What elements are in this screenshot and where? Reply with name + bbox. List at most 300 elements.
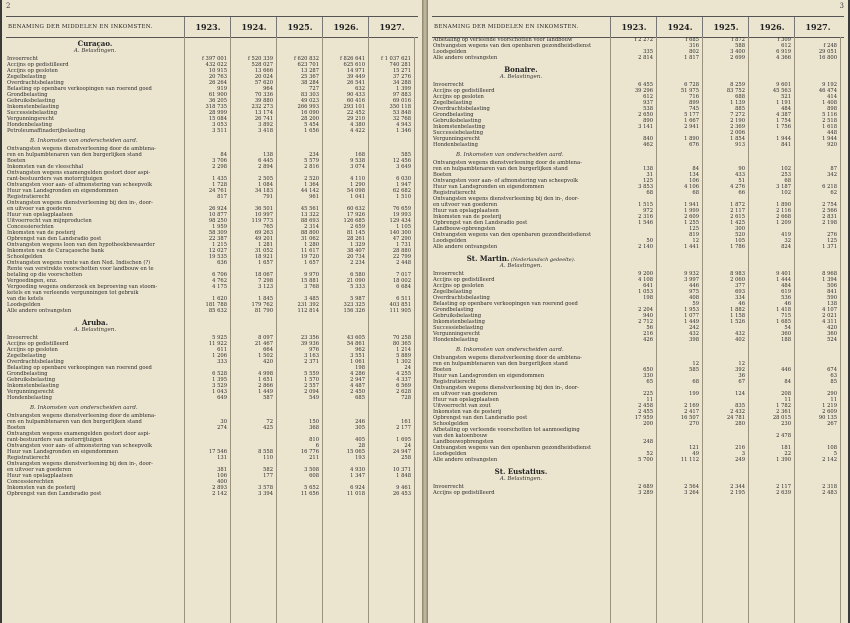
row-value: 111 905 [389, 308, 411, 314]
row-value: 715 [781, 313, 791, 319]
row-value: 54 098 [346, 188, 365, 194]
row-label: Uitvoerrecht van zout [433, 403, 491, 409]
row-value: 4 762 [212, 278, 227, 284]
row-label: Registratierecht [7, 455, 50, 461]
row-label: Ontvangsten wegens dienstverleening door de ambtena- [433, 355, 582, 361]
row-value: 835 [735, 403, 745, 409]
year-header: 1927. [368, 17, 415, 37]
row-value: 2 117 [776, 484, 791, 490]
row-value: 69 016 [392, 98, 411, 104]
row-value: 2 006 [730, 130, 745, 136]
row-value: 611 [217, 347, 227, 353]
row-value: 2 417 [684, 409, 699, 415]
row-value: 2 518 [822, 118, 837, 124]
row-value: 70 258 [392, 335, 411, 341]
row-value: 3 706 [212, 158, 227, 164]
row-value: 1 570 [304, 377, 319, 383]
row-value: 22 799 [392, 254, 411, 260]
row-label: Rente van verstrekte voorschotten voor landbouw en te [7, 266, 154, 272]
row-value: 8 097 [258, 335, 273, 341]
row-label: Alle andere ontvangsten [7, 308, 72, 314]
row-label: Alle andere ontvangsten [433, 55, 498, 61]
row-value: 6 569 [396, 383, 411, 389]
row-value: 15 881 [300, 278, 319, 284]
row-label: Ontvangsten wegens examengelden gestort door aspi- [7, 170, 151, 176]
row-value: 4 255 [396, 371, 411, 377]
row-value: 25 367 [300, 74, 319, 80]
row-value: 2 505 [258, 176, 273, 182]
row-value: 536 [781, 295, 791, 301]
row-label: Accijns op gesloten [433, 283, 484, 289]
year-header: 1927. [794, 17, 841, 37]
row-value: 2 609 [822, 409, 837, 415]
row-value: 12 [692, 361, 699, 367]
row-value: 2 866 [258, 383, 273, 389]
row-value: 14 971 [346, 68, 365, 74]
row-value: 76 659 [392, 206, 411, 212]
row-value: 102 [781, 190, 791, 196]
row-value: 1 281 [258, 242, 273, 248]
row-label: Ontvangsten wegens dienstverleening bij den in-, door- [7, 461, 153, 467]
row-value: 420 [827, 325, 837, 331]
row-value: 2 699 [730, 55, 745, 61]
row-value: 688 [735, 94, 745, 100]
row-label: Ontvangsten wegens dienstverleening door de ambtena- [7, 413, 156, 419]
table-row [432, 55, 844, 61]
row-value: 31 [646, 172, 653, 178]
row-value: 1 408 [822, 100, 837, 106]
row-value: 2 021 [822, 313, 837, 319]
row-value: 2 650 [638, 112, 653, 118]
row-value: 1 206 [212, 353, 227, 359]
row-value: 3 485 [304, 296, 319, 302]
row-value: 36 501 [254, 206, 273, 212]
row-value: 1 854 [730, 136, 745, 142]
row-value: 448 [827, 130, 837, 136]
row-label: Inkomstenbelasting [433, 124, 485, 130]
row-value: 2 814 [638, 55, 653, 61]
row-label: Schoolgelden [7, 254, 43, 260]
row-value: 57 620 [254, 80, 273, 86]
row-label: Afbetaling op verleende voorschotten tot aanmoediging [433, 427, 580, 433]
row-value: 3 578 [258, 485, 273, 491]
row-label: Huur van opslagplaatsen [433, 397, 499, 403]
row-value: 3 551 [350, 353, 365, 359]
row-value: 83 303 [300, 92, 319, 98]
row-label: Inkomsten van de vleeschhal [7, 164, 84, 170]
row-value: 1 947 [396, 182, 411, 188]
row-value: 964 [263, 86, 273, 92]
row-value: 898 [827, 106, 837, 112]
row-value: 972 [643, 208, 653, 214]
row-value: 81 790 [254, 308, 273, 314]
row-value: 24 781 [726, 415, 745, 421]
row-label: Inkomsten van de posterij [433, 409, 502, 415]
row-value: 8 983 [730, 271, 745, 277]
row-value: 85 632 [208, 308, 227, 314]
subsection-title: B. Inkomsten van onderscheiden aard. [456, 347, 564, 353]
row-label: Huur van opslagplaatsen [433, 208, 499, 214]
row-value: 1 041 [350, 194, 365, 200]
row-value: 590 [827, 295, 837, 301]
row-value: 246 [355, 419, 365, 425]
row-label: Hondenbelasting [433, 337, 478, 343]
row-value: 3 511 [212, 128, 227, 134]
row-value: 1 390 [776, 457, 791, 463]
row-value: 293 101 [343, 104, 365, 110]
row-value: 588 [735, 43, 745, 49]
row-value: 280 [735, 421, 745, 427]
row-value: 2 893 [212, 485, 227, 491]
row-value: 3 187 [776, 184, 791, 190]
table-row [432, 142, 844, 148]
row-value: 625 610 [343, 62, 365, 68]
table-body [432, 37, 844, 623]
row-value: 1 043 [212, 389, 227, 395]
row-value: 2 816 [304, 164, 319, 170]
row-value: 66 [738, 190, 745, 196]
row-label: Successiebelasting [7, 110, 58, 116]
row-value: 2 117 [730, 208, 745, 214]
row-value: 585 [689, 367, 699, 373]
row-value: 24 947 [392, 449, 411, 455]
row-value: 38 407 [346, 248, 365, 254]
row-value: 124 [735, 391, 745, 397]
row-label: Huur van opslagplaatsen [7, 473, 73, 479]
table-row [6, 395, 418, 401]
row-value: f 872 [731, 37, 745, 43]
row-value: 6 511 [396, 296, 411, 302]
row-value: 112 814 [297, 308, 319, 314]
row-value: 1 158 [730, 313, 745, 319]
row-value: 817 [217, 194, 227, 200]
row-value: 2 369 [730, 124, 745, 130]
row-value: 636 [217, 260, 227, 266]
row-value: 54 861 [346, 341, 365, 347]
row-label: Loodsgelden [433, 49, 467, 55]
row-value: 1 346 [396, 128, 411, 134]
row-label: Grondbelasting [433, 112, 474, 118]
row-value: 727 [309, 86, 319, 92]
row-value: 961 [309, 194, 319, 200]
row-value: 432 [689, 331, 699, 337]
row-value: 402 [735, 337, 745, 343]
row-value: 90 433 [346, 92, 365, 98]
row-value: 1 953 [684, 307, 699, 313]
row-value: 249 [735, 457, 745, 463]
row-value: 54 [784, 325, 791, 331]
row-value: 608 [309, 473, 319, 479]
row-value: 1 618 [822, 124, 837, 130]
row-value: 1 656 [304, 128, 319, 134]
row-value: 68 [646, 190, 653, 196]
row-value: 31 052 [254, 248, 273, 254]
row-value: 28 261 [346, 236, 365, 242]
table-row [432, 490, 844, 496]
row-label: Ontvangsten wegens dienstverleening bij den in-, door- [433, 385, 579, 391]
row-label: Accijns op gesloten [433, 94, 484, 100]
row-value: 419 [781, 232, 791, 238]
row-value: 270 [689, 421, 699, 427]
row-value: 3 [741, 451, 745, 457]
row-value: 51 [738, 178, 745, 184]
row-value: 13 287 [300, 68, 319, 74]
row-value: 4 286 [350, 371, 365, 377]
row-value: 52 [646, 451, 653, 457]
row-value: 1 425 [730, 220, 745, 226]
row-label: Overdrachtsbelasting [7, 80, 64, 86]
row-value: 5 177 [684, 112, 699, 118]
row-label: Hondenbelasting [7, 395, 52, 401]
row-value: 105 [735, 238, 745, 244]
row-value: 2 615 [730, 214, 745, 220]
row-value: 5 454 [304, 122, 319, 128]
row-value: 765 [263, 224, 273, 230]
row-label: Opbrengst van den Landsradio post [7, 491, 102, 497]
row-value: 138 [263, 152, 273, 158]
row-value: 6 924 [350, 485, 365, 491]
row-value: 188 [781, 337, 791, 343]
year-header: 1926. [322, 17, 369, 37]
row-value: 1 817 [684, 55, 699, 61]
row-value: 125 [827, 238, 837, 244]
row-value: 28 999 [208, 110, 227, 116]
row-value: 2 754 [822, 202, 837, 208]
row-value: 1 435 [212, 176, 227, 182]
row-value: 37 276 [392, 74, 411, 80]
row-value: 22 387 [208, 236, 227, 242]
row-value: 21 090 [346, 278, 365, 284]
row-value: 1 449 [258, 389, 273, 395]
row-value: 676 [689, 142, 699, 148]
row-label: Zegelbelasting [433, 100, 472, 106]
row-label: Zegelbelasting [7, 353, 46, 359]
row-value: 83 752 [726, 88, 745, 94]
row-value: 138 [827, 301, 837, 307]
row-value: 28 880 [392, 248, 411, 254]
row-value: 6 706 [212, 272, 227, 278]
row-label: Boeten [7, 425, 26, 431]
row-value: 2 564 [684, 484, 699, 490]
row-label: Gebruiksbelasting [7, 98, 56, 104]
row-value: 199 [689, 391, 699, 397]
row-label: en uitvoer van goederen [7, 206, 72, 212]
row-label: Boeten [433, 367, 452, 373]
year-header: 1926. [748, 17, 795, 37]
row-value: 28 [358, 443, 365, 449]
row-value: 56 [646, 325, 653, 331]
row-value: 414 [827, 94, 837, 100]
row-value: 2 198 [822, 220, 837, 226]
row-value: 90 135 [818, 415, 837, 421]
row-value: 3 074 [350, 164, 365, 170]
row-value: 12 027 [208, 248, 227, 254]
row-value: 4 276 [730, 184, 745, 190]
row-value: 334 [735, 295, 745, 301]
row-value: 85 [830, 379, 837, 385]
row-value: 49 023 [300, 98, 319, 104]
row-value: 2 483 [822, 490, 837, 496]
row-value: 623 701 [297, 62, 319, 68]
row-value: 10 371 [392, 467, 411, 473]
row-value: 46 474 [818, 88, 837, 94]
row-value: 2 060 [730, 277, 745, 283]
row-value: 11 922 [208, 341, 227, 347]
row-value: 432 022 [205, 62, 227, 68]
row-value: 446 [781, 367, 791, 373]
row-value: 5 116 [822, 112, 837, 118]
row-value: 2 116 [776, 208, 791, 214]
row-value: 685 [355, 395, 365, 401]
row-value: 4 107 [822, 307, 837, 313]
row-label: Inkomstenbelasting [7, 104, 59, 110]
page-number: 3 [839, 2, 844, 10]
row-value: 810 [309, 437, 319, 443]
row-value: 1 657 [258, 260, 273, 266]
row-value: 50 [646, 238, 653, 244]
row-value: 538 [643, 106, 653, 112]
row-value: 36 [738, 373, 745, 379]
row-value: 1 209 [776, 220, 791, 226]
row-label: Accijns op gedistilleerd [433, 88, 495, 94]
row-value: 62 [830, 190, 837, 196]
row-value: f 397 001 [201, 56, 227, 62]
row-value: 290 [827, 391, 837, 397]
row-label: Afbetaling op verleende voorschotten voor landbouw [433, 37, 573, 43]
row-label: Belasting op openbare verkoopingen van roerend goed [7, 365, 152, 371]
row-label: rant-bestuurders van motorrijtuigen [7, 176, 103, 182]
row-value: 19 720 [300, 254, 319, 260]
row-value: 22 [784, 451, 791, 457]
row-value: 119 773 [251, 218, 273, 224]
row-value: 612 [643, 94, 653, 100]
row-value: 392 [735, 367, 745, 373]
row-value: 21 467 [254, 341, 273, 347]
row-value: 4 106 [684, 184, 699, 190]
row-label: rant-bestuurders van motorrijtuigen [7, 437, 103, 443]
row-label: en uitvoer van goederen [433, 391, 498, 397]
row-label: Ontvangsten wegens examengelden gestort door aspi- [7, 431, 151, 437]
row-value: 29 210 [346, 116, 365, 122]
row-label: Schoolgelden [433, 421, 469, 427]
row-label: Alle andere ontvangsten [433, 457, 498, 463]
row-value: 234 [309, 152, 319, 158]
row-value: 276 [827, 232, 837, 238]
row-value: 45 561 [300, 206, 319, 212]
header-label: BENAMING DER MIDDELEN EN INKOMSTEN. [434, 24, 579, 30]
row-value: 2 140 [638, 244, 653, 250]
row-value: 1 371 [822, 244, 837, 250]
row-value: 3 418 [258, 128, 273, 134]
row-value: 2 458 [638, 403, 653, 409]
row-label: Zegelbelasting [433, 289, 472, 295]
row-label: Registratierecht [7, 194, 50, 200]
row-value: 740 281 [389, 62, 411, 68]
row-value: 1 526 [730, 319, 745, 325]
row-value: 824 [781, 244, 791, 250]
row-value: 131 [217, 455, 227, 461]
subsection-title: A. Belastingen. [73, 48, 117, 54]
row-label: Invoerrecht [433, 82, 464, 88]
row-value: 61 900 [208, 92, 227, 98]
row-value: 3 289 [638, 490, 653, 496]
row-value: 1 685 [776, 319, 791, 325]
row-value: 2 566 [822, 208, 837, 214]
row-value: 5 559 [304, 371, 319, 377]
row-value: 1 290 [350, 182, 365, 188]
row-value: 975 [689, 289, 699, 295]
row-value: 2 142 [822, 457, 837, 463]
row-value: 9 538 [350, 158, 365, 164]
row-value: 333 [217, 359, 227, 365]
row-label: Gebruiksbelasting [433, 313, 482, 319]
row-value: 3 853 [638, 184, 653, 190]
row-value: 1 449 [684, 319, 699, 325]
row-value: 8 259 [730, 82, 745, 88]
row-value: 11 018 [346, 491, 365, 497]
row-value: 5 987 [350, 296, 365, 302]
row-value: 524 [827, 337, 837, 343]
row-value: 5 333 [350, 284, 365, 290]
row-value: 377 [735, 283, 745, 289]
row-value: 2 371 [304, 359, 319, 365]
row-label: Loodsgelden [7, 302, 41, 308]
row-label: Uitvoerrecht van mijnproducten [7, 218, 92, 224]
row-value: 6 455 [638, 82, 653, 88]
row-value: 156 326 [343, 308, 365, 314]
row-value: 274 [217, 425, 227, 431]
row-value: 138 [643, 166, 653, 172]
row-value: 4 108 [638, 277, 653, 283]
row-value: 9 200 [638, 271, 653, 277]
row-value: 34 183 [254, 188, 273, 194]
row-value: 3 997 [684, 277, 699, 283]
row-value: 3 508 [304, 467, 319, 473]
row-label: Accijns op gedistilleerd [7, 341, 69, 347]
row-value: 2 318 [822, 484, 837, 490]
row-label: van die ketels [7, 296, 44, 302]
row-value: 38 284 [300, 80, 319, 86]
row-value: 940 [643, 313, 653, 319]
page-number: 2 [6, 2, 11, 10]
row-value: 335 [643, 49, 653, 55]
row-label: Grondbelasting [7, 371, 48, 377]
table-header [6, 16, 418, 38]
row-value: 1 395 [212, 377, 227, 383]
row-value: 2 190 [730, 118, 745, 124]
row-value: 585 [401, 152, 411, 158]
row-label: Vergoeding wegens onderzoek en beproeving van stoom- [7, 284, 158, 290]
row-label: Grondbelasting [433, 307, 474, 313]
row-value: 129 434 [389, 218, 411, 224]
row-value: 2 455 [638, 409, 653, 415]
row-value: 26 453 [392, 491, 411, 497]
year-header: 1925. [276, 17, 323, 37]
row-value: 1 695 [396, 437, 411, 443]
row-label: Inkomsten van de posterij [7, 230, 76, 236]
row-value: 44 142 [300, 188, 319, 194]
subsection-title: B. Inkomsten van onderscheiden aard. [30, 405, 138, 411]
row-value: 26 741 [254, 116, 273, 122]
row-value: 2 316 [638, 214, 653, 220]
row-value: 1 084 [258, 182, 273, 188]
right-page [428, 0, 848, 623]
row-value: 29 051 [818, 49, 837, 55]
row-value: 1 329 [350, 242, 365, 248]
row-label: Overdrachtsbelasting [433, 295, 490, 301]
row-value: 211 [309, 455, 319, 461]
row-value: 9 461 [396, 485, 411, 491]
